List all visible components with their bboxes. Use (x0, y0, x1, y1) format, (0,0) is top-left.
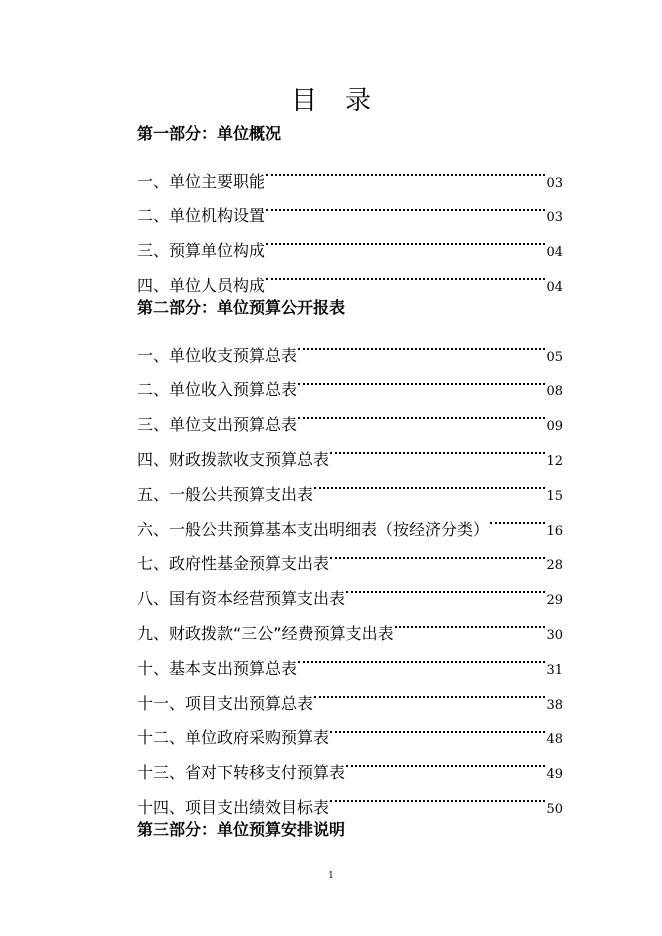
toc-entry-page-number: 09 (546, 419, 563, 435)
toc-entry-label: 四、单位人员构成 (137, 275, 266, 295)
toc-entry-page-number: 05 (546, 349, 563, 365)
toc-dot-leader (265, 256, 546, 291)
toc-section-heading: 第三部分：单位预算安排说明 (137, 819, 346, 839)
toc-section-heading: 第一部分：单位概况 (137, 124, 282, 143)
toc-entry-page-number: 04 (546, 279, 563, 295)
toc-entry[interactable] (137, 326, 563, 365)
toc-entry-label: 七、政府性基金预算支出表 (137, 554, 330, 574)
page-title: 目录 (290, 86, 399, 116)
toc-dot-leader (297, 326, 546, 361)
toc-entry-page-number: 48 (546, 732, 563, 748)
toc-entry-label: 十二、单位政府采购预算表 (137, 728, 330, 748)
toc-dot-leader (329, 430, 546, 465)
toc-dot-leader (329, 778, 546, 813)
toc-entry-page-number: 12 (546, 453, 563, 469)
toc-entry-page-number: 03 (546, 210, 563, 226)
toc-entry-page-number: 30 (546, 627, 563, 643)
toc-entry-label: 十、基本支出预算总表 (137, 658, 298, 678)
table-of-contents (137, 117, 563, 848)
toc-entry-label: 八、国有资本经营预算支出表 (137, 589, 346, 609)
toc-dot-leader (394, 604, 547, 639)
page-number: 1 (328, 871, 334, 881)
toc-entry-page-number: 04 (546, 245, 563, 261)
toc-entry-page-number: 50 (546, 801, 563, 817)
toc-entry-page-number: 29 (546, 593, 563, 609)
toc-entry-label: 六、一般公共预算基本支出明细表（按经济分类） (137, 519, 490, 539)
toc-section-heading: 第二部分：单位预算公开报表 (137, 297, 346, 317)
toc-dot-leader (489, 500, 546, 535)
toc-entry-page-number: 31 (546, 662, 563, 678)
toc-dot-leader (345, 569, 546, 604)
toc-dot-leader (329, 709, 546, 744)
toc-dot-leader (313, 674, 546, 709)
toc-entry-page-number: 28 (546, 558, 563, 574)
toc-entry-label: 十一、项目支出预算总表 (137, 693, 314, 713)
toc-dot-leader (329, 535, 546, 570)
toc-entry-label: 十四、项目支出绩效目标表 (137, 797, 330, 817)
toc-entry-label: 四、财政拨款收支预算总表 (137, 449, 330, 469)
toc-entry[interactable] (137, 152, 563, 191)
toc-entry-label: 三、单位支出预算总表 (137, 415, 298, 435)
toc-entry-page-number: 03 (546, 175, 563, 191)
toc-dot-leader (313, 465, 546, 500)
toc-entry-page-number: 16 (546, 523, 563, 539)
toc-entry-page-number: 15 (546, 488, 563, 504)
toc-entry-label: 九、财政拨款“三公”经费预算支出表 (137, 623, 394, 643)
toc-dot-leader (297, 395, 546, 430)
toc-dot-leader (297, 361, 546, 396)
toc-entry-page-number: 08 (546, 384, 563, 400)
toc-dot-leader (345, 743, 546, 778)
toc-entry-label: 一、单位收支预算总表 (137, 345, 298, 365)
toc-entry-page-number: 38 (546, 697, 563, 713)
toc-entry-label: 五、一般公共预算支出表 (137, 484, 314, 504)
toc-entry-label: 一、单位主要职能 (137, 171, 266, 191)
toc-dot-leader (265, 152, 546, 187)
toc-dot-leader (297, 639, 546, 674)
toc-dot-leader (265, 187, 546, 222)
toc-dot-leader (265, 221, 546, 256)
toc-entry-label: 十三、省对下转移支付预算表 (137, 763, 346, 783)
toc-entry-label: 二、单位机构设置 (137, 206, 266, 226)
toc-entry-page-number: 49 (546, 767, 563, 783)
toc-entry-label: 二、单位收入预算总表 (137, 380, 298, 400)
toc-entry-label: 三、预算单位构成 (137, 241, 266, 261)
